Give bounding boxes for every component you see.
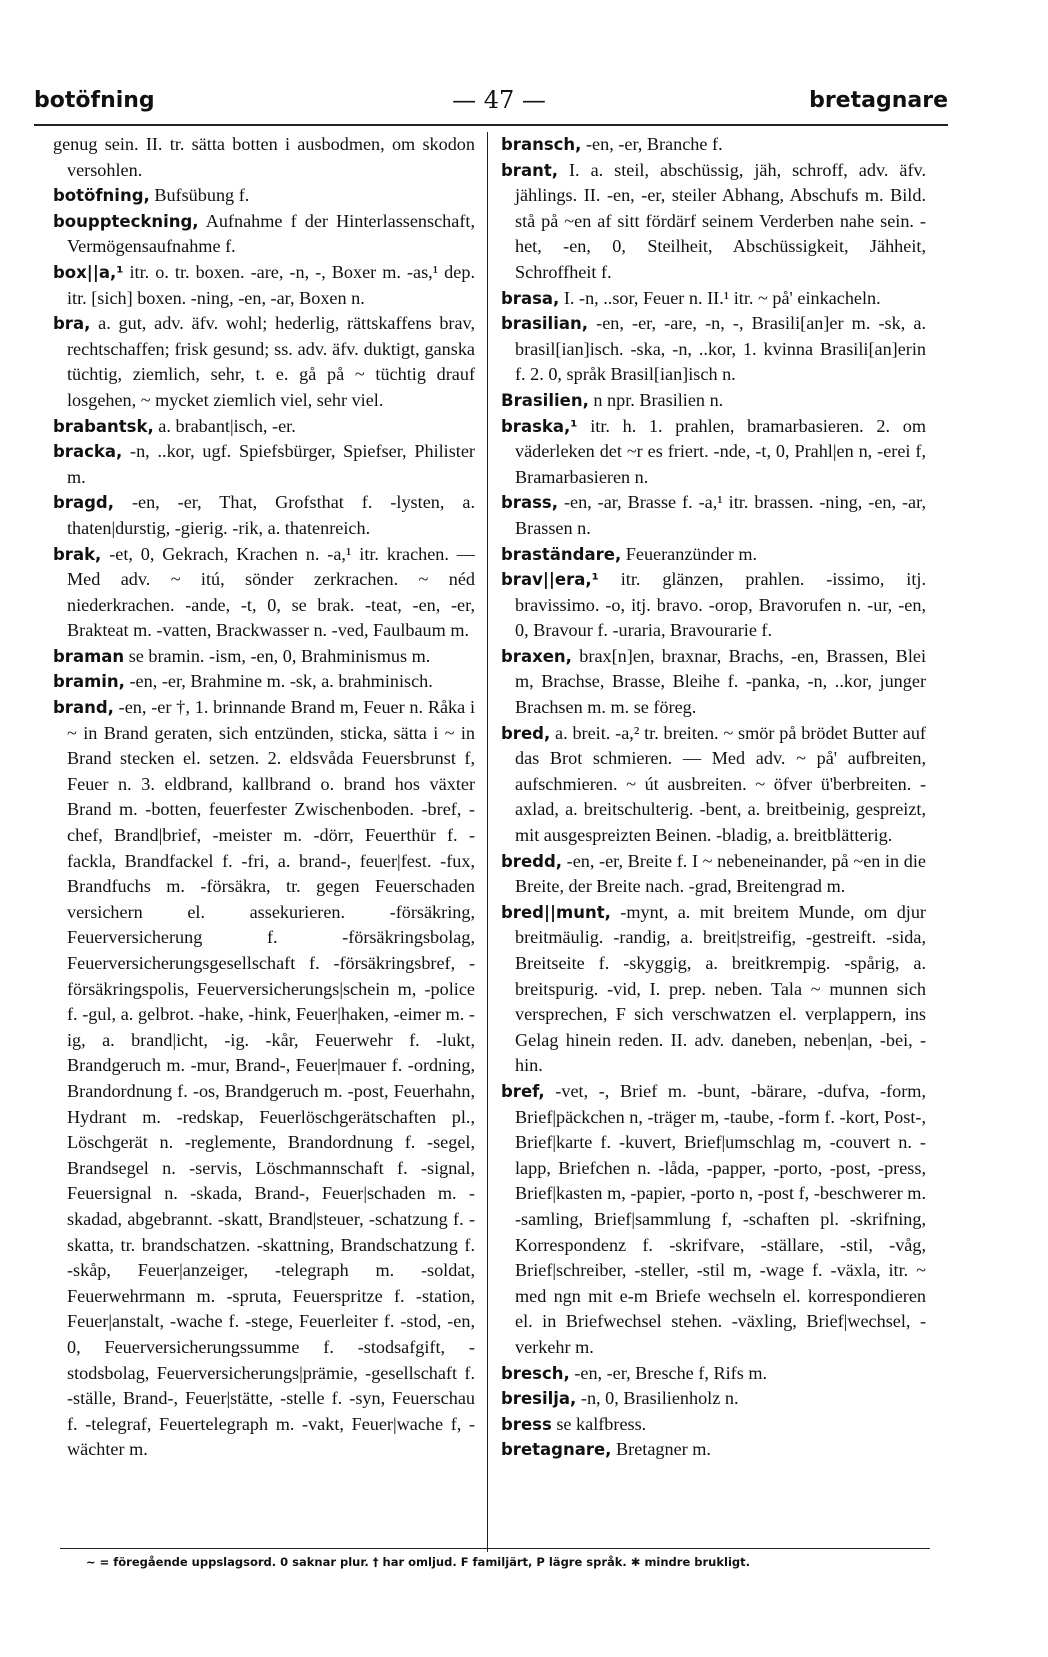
definition: se bramin. -ism, -en, 0, Brahminismus m.: [124, 645, 431, 666]
definition: brax[n]en, braxnar, Brachs, -en, Brassen, Blei m, Brachse, Brasse, Bleihe f. -panka, -n, ..kor, junger Brachsen m. m. se föreg.: [515, 645, 926, 718]
headword: bress: [501, 1414, 552, 1434]
right-guide-word: bretagnare: [809, 88, 948, 113]
dictionary-entry: [501, 1437, 926, 1463]
definition: -en, -ar, Brasse f. -a,¹ itr. brassen. -ning, -en, -ar, Brassen n.: [515, 492, 926, 538]
definition: itr. o. tr. boxen. -are, -n, -, Boxer m. -as,¹ dep. itr. [sich] boxen. -ning, -en, -ar, Boxen n.: [67, 261, 475, 308]
definition: -en, -er, That, Grofsthat f. -lysten, a. thaten|durstig, -gierig. -rik, a. thatenreich.: [67, 492, 475, 538]
dictionary-entry: [501, 388, 926, 414]
headword: bresch,: [501, 1363, 570, 1383]
headword: brass,: [501, 493, 558, 513]
dictionary-entry: [501, 311, 926, 388]
headword: brak,: [53, 544, 102, 564]
dictionary-entry: [53, 490, 475, 541]
right-column: [501, 132, 926, 1463]
definition: n npr. Brasilien n.: [588, 389, 724, 410]
headword: brant,: [501, 160, 558, 180]
headword: botöfning,: [53, 186, 150, 206]
headword: bretagnare,: [501, 1440, 612, 1460]
dictionary-entry: [501, 567, 926, 644]
headword: braständare,: [501, 544, 622, 564]
dictionary-entry: [53, 542, 475, 644]
headword: brabantsk,: [53, 416, 154, 436]
dictionary-entry: [53, 260, 475, 311]
definition: -et, 0, Gekrach, Krachen n. -a,¹ itr. krachen. — Med adv. ~ itú, sönder zerkrachen. ~ néd niederkrachen. -ande, -t, 0, se brak. -teat, -en, -er, Brakteat m. -vatten, Brackwasser n. -ved, Faulbaum m.: [67, 543, 475, 641]
headword: bransch,: [501, 135, 582, 154]
headword: bredd,: [501, 851, 563, 871]
dictionary-entry: [501, 132, 926, 158]
definition: -en, -er, Brahmine m. -sk, a. brahminisch.: [124, 671, 433, 692]
footer-rule: [60, 1548, 930, 1549]
definition: genug sein. II. tr. sätta botten i ausbodmen, om skodon versohlen.: [53, 134, 475, 180]
definition: -en, -er †, 1. brinnande Brand m, Feuer n. Råka i ~ in Brand geraten, sich entzünden, sticka, sätta i ~ in Brand stecken el. setzen. 2. eldsvåda Feuersbrunst f, Feuer n. 3. eldbrand, kallbrand o. brand hos växter Brand m. -botten, feuerfester Zwischenboden. -bref, -chef, Brand|brief, -meister m. -dörr, Feuerthür f. -fackla, Brandfackel f. -fri, a. brand-, feuer|fest. -fux, Brandfuchs m. -försäkra, tr. gegen Feuerschaden versichern el. assekurieren. -försäkring, Feuerversicherung f. -försäkringsbolag, Feuerversicherungsgesellschaft f. -försäkringsbref, -försäkringspolis, Feuerversicherungs|schein m, -police f. -gul, a. gelbrot. -hake, -hink, Feuer|haken, -eimer m. -ig, a. brand|icht, -ig. -kår, Feuerwehr f. -lukt, Brandgeruch m. -mur, Brand-, Feuer|mauer f. -ordning, Brandordnung f. -os, Brandgeruch m. -post, Feuerhahn, Hydrant m. -redskap, Feuerlöschgerätschaften pl., Löschgerät n. -reglemente, Brandordnung f. -segel, Brandsegel n. -servis, Löschmannschaft f. -signal, Feuersignal n. -skada, Brand-, Feuer|schaden m. -skadad, abgebrannt. -skatt, Brand|steuer, -schatzung f. -skatta, tr. brandschatzen. -skattning, Brandschatzung f. -skåp, Feuer|anzeiger, -telegraph m. -soldat, Feuerwehrmann m. -spruta, Feuerspritze f. -station, Feuer|anstalt, -wache f. -stege, Feuerleiter f. -stod, -en, 0, Feuerversicherungssumme f. -stodsafgift, -stodsbolag, Feuerversicherungs|prämie, -gesellschaft f. -ställe, Brand-, Feuer|stätte, -stelle f. -syn, Feuerschau f. -telegraf, Feuertelegraph m. -vakt, Feuer|wache f, -wächter m.: [67, 697, 475, 1460]
headword: Brasilien,: [501, 390, 589, 410]
dictionary-entry: [501, 900, 926, 1079]
dictionary-entry: [53, 439, 475, 490]
headword: braman: [53, 646, 125, 666]
column-divider: [487, 132, 488, 1552]
headword: bred||munt,: [501, 902, 611, 922]
dictionary-entry: [501, 1412, 926, 1438]
dictionary-entry: [501, 1361, 926, 1387]
headword: bragd,: [53, 493, 114, 513]
dictionary-entry: [53, 209, 475, 260]
dictionary-entry: [53, 311, 475, 413]
page-header: [34, 84, 948, 126]
headword: bramin,: [53, 672, 125, 692]
dictionary-entry: [501, 721, 926, 849]
dictionary-entry: [501, 490, 926, 541]
definition: I. -n, ..sor, Feuer n. II.¹ itr. ~ på' einkacheln.: [559, 287, 881, 308]
definition: -n, 0, Brasilienholz n.: [576, 1388, 739, 1409]
headword: box||a,¹: [53, 262, 124, 282]
definition: Feueranzünder m.: [621, 543, 758, 564]
definition: se kalfbress.: [551, 1413, 647, 1434]
dictionary-entry: [53, 669, 475, 695]
dictionary-entry: [53, 695, 475, 1463]
dictionary-entry: [501, 1079, 926, 1361]
dictionary-entry: [501, 644, 926, 721]
definition: -mynt, a. mit breitem Munde, om djur breitmäulig. -randig, a. breit|streifig, -gestreift. -sida, Breitseite f. -skyggig, a. breitkrempig. -spårig, a. breitspurig. -vid, I. prep. neben. Tala ~ munnen sich versprechen, F sich verschwatzen el. verplappern, ins Gelag hinein reden. II. adv. daneben, neben|an, -bei, -hin.: [515, 901, 926, 1076]
definition: -n, ..kor, ugf. Spiefsbürger, Spiefser, Philister m.: [67, 441, 475, 487]
headword: brand,: [53, 698, 114, 718]
definition: Aufnahme f der Hinterlassenschaft, Vermögensaufnahme f.: [67, 210, 475, 257]
definition: -en, -er, Branche f.: [581, 134, 723, 154]
headword: brasa,: [501, 288, 560, 308]
left-guide-word: botöfning: [34, 88, 155, 113]
definition: -en, -er, Breite f. I ~ nebeneinander, på ~en in die Breite, der Breite nach. -grad, Breitengrad m.: [515, 850, 926, 897]
dictionary-entry: [53, 414, 475, 440]
definition: a. breit. -a,² tr. breiten. ~ smör på brödet Butter auf das Brot schmieren. — Med adv. ~ på' aufbreiten, aufschmieren. ~ út ausbreiten. ~ öfver ü'berbreiten. -axlad, a. breitschulterig. -bent, a. breitbeinig, gespreizt, mit ausgespreizten Beinen. -bladig, a. breitblätterig.: [515, 722, 926, 846]
definition: Bretagner m.: [611, 1439, 711, 1460]
definition: I. a. steil, abschüssig, jäh, schroff, adv. äfv. jählings. II. -en, -er, steiler Abhang, Abschufs m. Bild. stå på ~en af sitt fördärf seinem Verderben nahe sein. -het, -en, 0, Steilheit, Abschüssigkeit, Jähheit, Schroffheit f.: [515, 159, 926, 282]
definition: a. brabant|isch, -er.: [153, 415, 296, 436]
definition: -en, -er, -are, -n, -, Brasili[an]er m. -sk, a. brasil[ian]isch. -ska, -n, ..kor, 1. kvinna Brasili[an]erin f. 2. 0, språk Brasil[ian]isch n.: [515, 313, 926, 385]
definition: a. gut, adv. äfv. wohl; hederlig, rättskaffens brav, rechtschaffen; frisk gesund; ss. adv. äfv. duktigt, ganska tüchtig, ziemlich, sehr, t. e. gå på ~ tüchtig drauf losgehen, ~ mycket ziemlich viel, sehr viel.: [67, 313, 475, 410]
headword: braxen,: [501, 646, 572, 666]
dictionary-entry: [501, 286, 926, 312]
dictionary-entry: [501, 849, 926, 900]
definition: itr. glänzen, prahlen. -issimo, itj. bravissimo. -o, itj. bravo. -orop, Bravorufen n. -ur, -en, 0, Bravour f. -uraria, Bravourarie f.: [515, 569, 926, 641]
dictionary-entry: [53, 644, 475, 670]
headword: bref,: [501, 1081, 545, 1101]
headword: bouppteckning,: [53, 211, 199, 231]
headword: brasilian,: [501, 314, 589, 334]
headword: bra,: [53, 314, 91, 334]
headword: bred,: [501, 723, 551, 743]
definition: Bufsübung f.: [149, 185, 250, 206]
dictionary-entry: [501, 158, 926, 286]
dictionary-entry: [53, 183, 475, 209]
dictionary-entry: [501, 542, 926, 568]
headword: braska,¹: [501, 416, 578, 436]
definition: -en, -er, Bresche f, Rifs m.: [569, 1362, 768, 1383]
abbreviation-legend: ~ = föregående uppslagsord. 0 saknar plur. † har omljud. F familjärt, P lägre språk. ✱ mindre brukligt.: [86, 1555, 750, 1569]
dictionary-entry: [53, 132, 475, 183]
headword: bracka,: [53, 442, 123, 462]
definition: itr. h. 1. prahlen, bramarbasieren. 2. om väderleken det ~r es friert. -nde, -t, 0, Prahl|en n, -erei f, Bramarbasieren n.: [515, 415, 926, 487]
headword: brav||era,¹: [501, 570, 599, 590]
dictionary-entry: [501, 414, 926, 491]
dictionary-entry: [501, 1386, 926, 1412]
definition: -vet, -, Brief m. -bunt, -bärare, -dufva, -form, Brief|päckchen n, -träger m, -taube, -form f. -kort, Post-, Brief|karte f. -kuvert, Brief|umschlag m, -couvert n. -lapp, Briefchen n. -låda, -papper, -porto, -post, -press, Brief|kasten m, -papier, -porto n, -post f, -beschwerer m. -samling, Brief|sammlung f, -schaften pl. -skrifning, Korrespondenz f. -skrifvare, -ställare, -stil, -våg, Brief|schreiber, -steller, -stil m, -wage f. -växla, itr. ~ med ngn mit e-m Briefe wechseln el. korrespondieren el. in Briefwechsel stehen. -växling, Brief|wechsel, -verkehr m.: [515, 1080, 926, 1357]
left-column: [53, 132, 475, 1463]
page-number: — 47 —: [452, 86, 546, 114]
headword: bresilja,: [501, 1389, 577, 1409]
